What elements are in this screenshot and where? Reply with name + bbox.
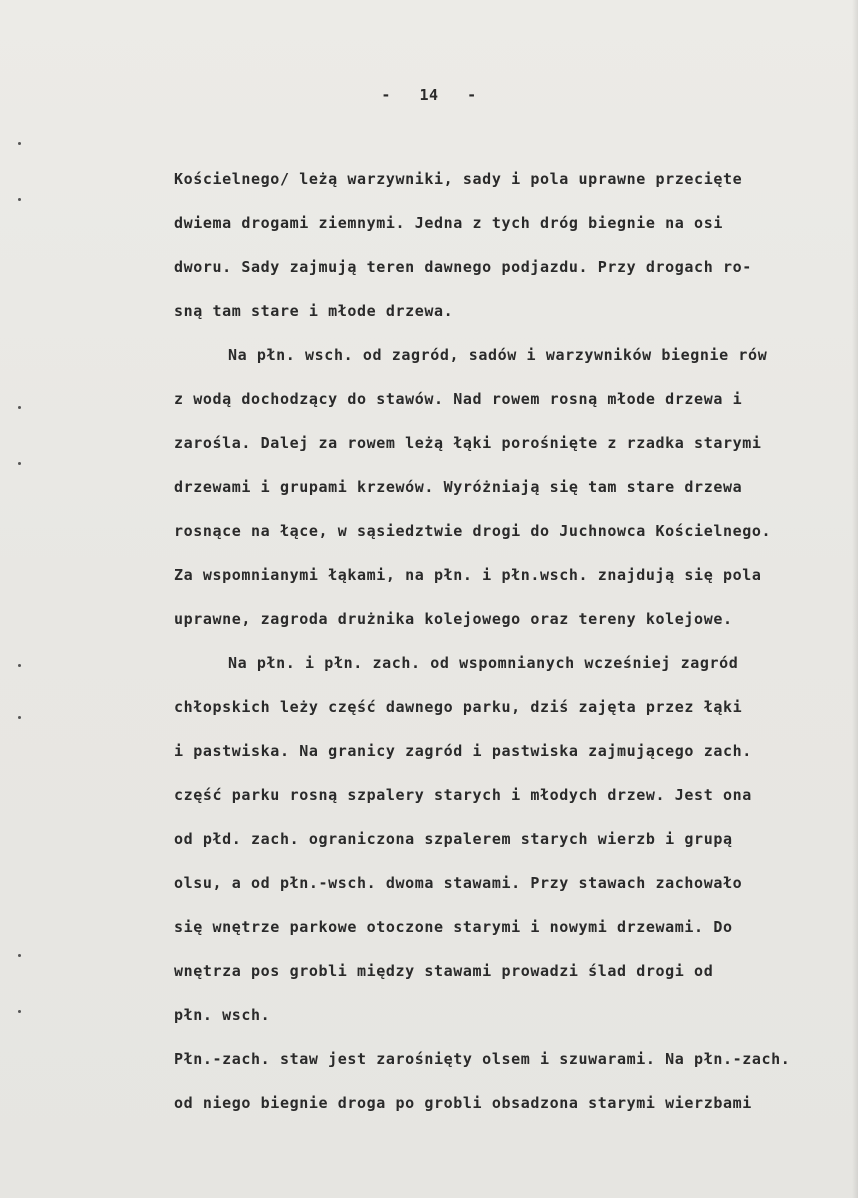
text-line: chłopskich leży część dawnego parku, dziś zajęta przez łąki bbox=[174, 698, 743, 716]
text-line: Kościelnego/ leżą warzywniki, sady i pola uprawne przecięte bbox=[174, 170, 743, 188]
text-line: sną tam stare i młode drzewa. bbox=[174, 302, 454, 320]
text-line: zarośla. Dalej za rowem leżą łąki porośnięte z rzadka starymi bbox=[174, 434, 762, 452]
text-line: od niego biegnie droga po grobli obsadzona starymi wierzbami bbox=[174, 1094, 752, 1112]
margin-speck bbox=[18, 198, 21, 201]
text-line: Na płn. i płn. zach. od wspomnianych wcześniej zagród bbox=[228, 654, 739, 672]
page-number: - 14 - bbox=[381, 86, 477, 104]
margin-speck bbox=[18, 1010, 21, 1013]
text-line: dwiema drogami ziemnymi. Jedna z tych dróg biegnie na osi bbox=[174, 214, 723, 232]
margin-speck bbox=[18, 664, 21, 667]
text-line: uprawne, zagroda drużnika kolejowego oraz tereny kolejowe. bbox=[174, 610, 733, 628]
text-line: drzewami i grupami krzewów. Wyróżniają się tam stare drzewa bbox=[174, 478, 743, 496]
text-line: się wnętrze parkowe otoczone starymi i nowymi drzewami. Do bbox=[174, 918, 733, 936]
text-line: wnętrza pos grobli między stawami prowadzi ślad drogi od bbox=[174, 962, 714, 980]
text-line: płn. wsch. bbox=[174, 1006, 271, 1024]
text-line: rosnące na łące, w sąsiedztwie drogi do Juchnowca Kościelnego. bbox=[174, 522, 772, 540]
text-line: dworu. Sady zajmują teren dawnego podjazdu. Przy drogach ro- bbox=[174, 258, 752, 276]
text-line: od płd. zach. ograniczona szpalerem starych wierzb i grupą bbox=[174, 830, 733, 848]
text-line: część parku rosną szpalery starych i młodych drzew. Jest ona bbox=[174, 786, 752, 804]
margin-speck bbox=[18, 462, 21, 465]
page-edge-shadow bbox=[852, 0, 858, 1198]
text-line: z wodą dochodzący do stawów. Nad rowem rosną młode drzewa i bbox=[174, 390, 743, 408]
text-line: Płn.-zach. staw jest zarośnięty olsem i szuwarami. Na płn.-zach. bbox=[174, 1050, 791, 1068]
margin-speck bbox=[18, 142, 21, 145]
text-line: Na płn. wsch. od zagród, sadów i warzywników biegnie rów bbox=[228, 346, 768, 364]
margin-speck bbox=[18, 716, 21, 719]
text-line: Za wspomnianymi łąkami, na płn. i płn.wsch. znajdują się pola bbox=[174, 566, 762, 584]
margin-speck bbox=[18, 406, 21, 409]
margin-speck bbox=[18, 954, 21, 957]
text-line: olsu, a od płn.-wsch. dwoma stawami. Przy stawach zachowało bbox=[174, 874, 743, 892]
text-line: i pastwiska. Na granicy zagród i pastwiska zajmującego zach. bbox=[174, 742, 752, 760]
